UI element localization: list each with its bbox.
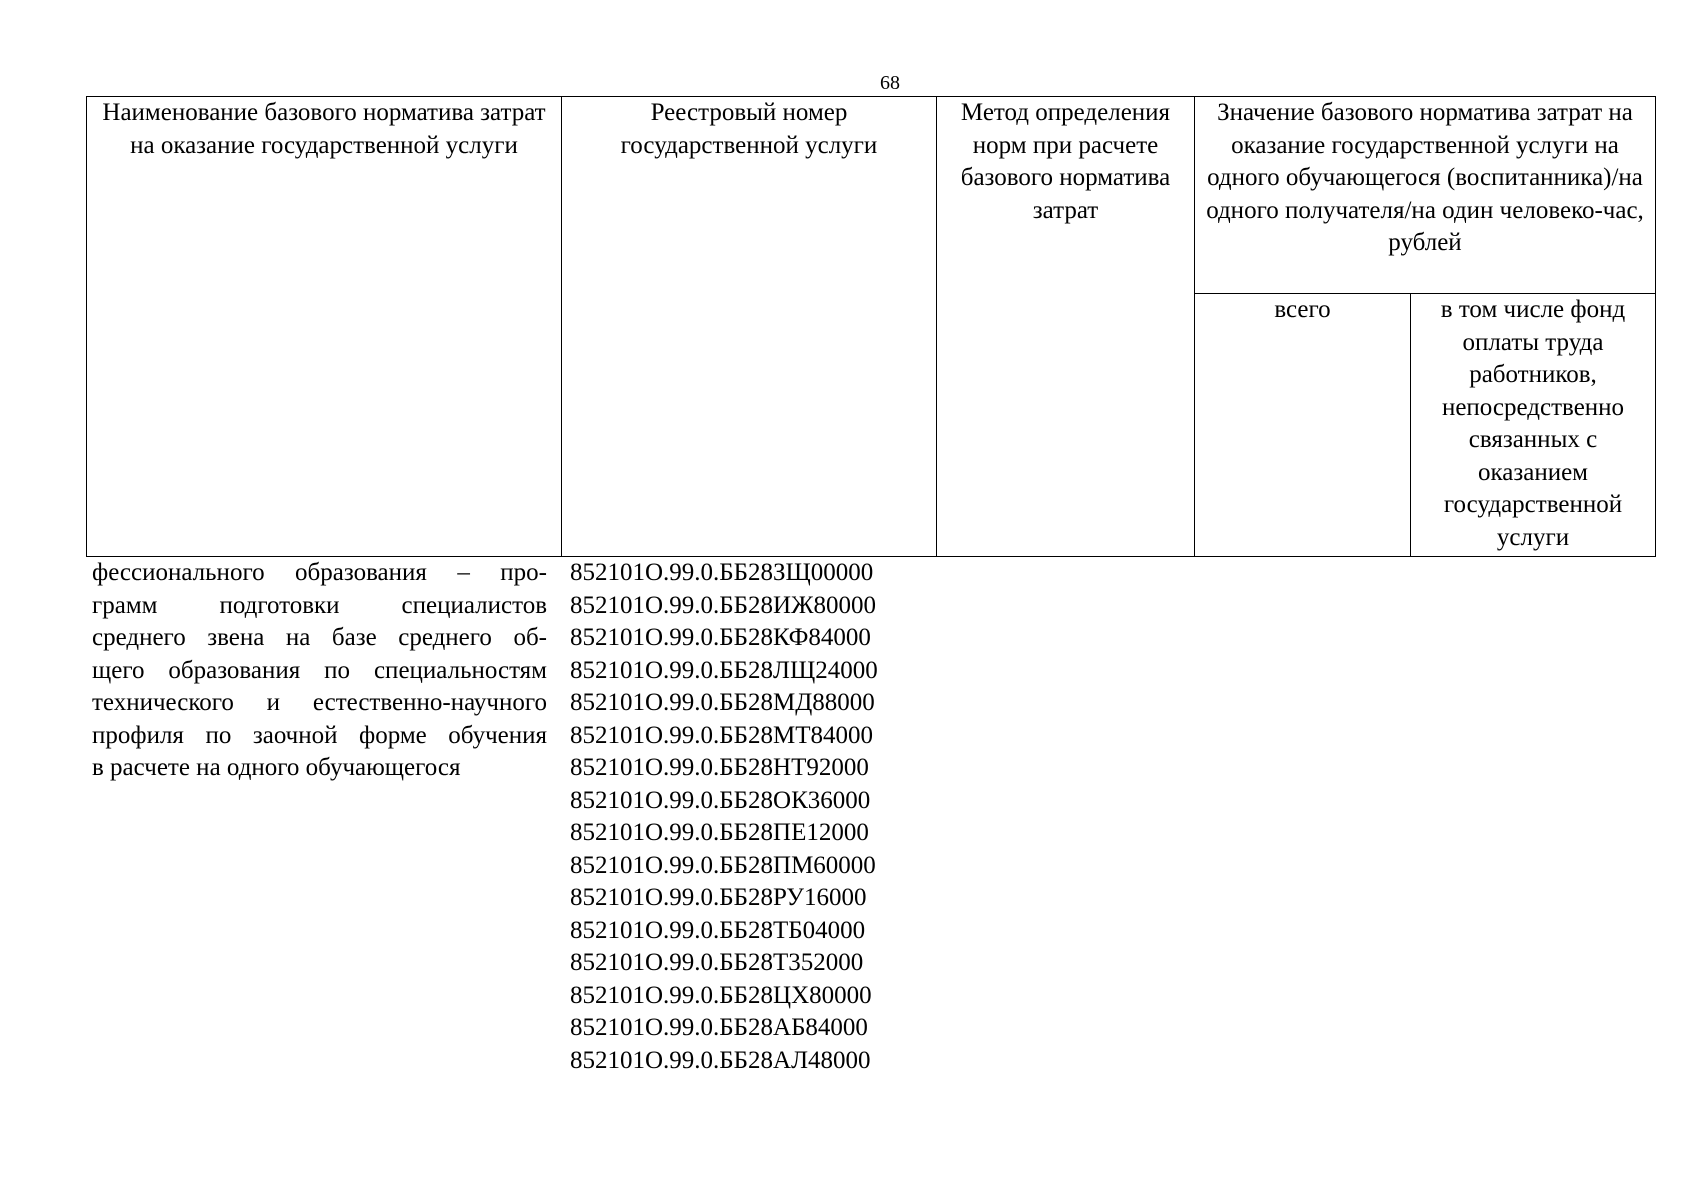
header-registry-cell [562, 97, 937, 557]
registry-code: 852101О.99.0.ББ28АБ84000 [570, 1014, 868, 1041]
registry-code: 852101О.99.0.ББ28ИЖ80000 [570, 591, 876, 619]
header-salary-cell [1411, 294, 1656, 557]
service-name-line: грамм подготовки специалистов [92, 591, 547, 619]
registry-code: 852101О.99.0.ББ28ЗЩ00000 [570, 559, 874, 586]
registry-code: 852101О.99.0.ББ28НТ92000 [570, 754, 869, 781]
registry-code: 852101О.99.0.ББ28ТБ04000 [570, 916, 866, 944]
header-registry-text: Реестровый номер государственной услуги [620, 99, 878, 159]
service-name-line: фессионального образования – про- [92, 559, 547, 586]
service-name [92, 557, 547, 785]
registry-code: 852101О.99.0.ББ28ПЕ12000 [570, 819, 869, 846]
header-method-cell [937, 97, 1195, 557]
service-name-line: среднего звена на базе среднего об- [92, 624, 547, 651]
registry-code: 852101О.99.0.ББ28АЛ48000 [570, 1046, 871, 1074]
registry-code: 852101О.99.0.ББ28МТ84000 [570, 721, 874, 749]
registry-code: 852101О.99.0.ББ28КФ84000 [570, 624, 871, 651]
registry-code: 852101О.99.0.ББ28ОК36000 [570, 786, 871, 814]
registry-code: 852101О.99.0.ББ28ЦХ80000 [570, 981, 872, 1009]
header-table [86, 96, 1656, 557]
service-name-line: щего образования по специальностям [92, 656, 547, 684]
service-name-line: в расчете на одного обучающегося [92, 754, 461, 781]
header-total-cell [1195, 294, 1411, 557]
registry-code: 852101О.99.0.ББ28МД88000 [570, 689, 875, 716]
header-value-cell [1195, 97, 1656, 294]
page-number: 68 [880, 72, 900, 94]
registry-codes [570, 557, 950, 1077]
service-name-line: профиля по заочной форме обучения [92, 721, 547, 749]
header-total-text: всего [1274, 296, 1331, 323]
header-value-text: Значение базового норматива затрат на оказание государственной услуги на одного обучающегося (воспитанника)/на одного получателя/на один человеко-час, рублей [1206, 99, 1644, 256]
header-method-text: Метод определения норм при расчете базового норматива затрат [960, 99, 1171, 224]
registry-code: 852101О.99.0.ББ28ЛЩ24000 [570, 656, 878, 684]
registry-code: 852101О.99.0.ББ28ПМ60000 [570, 851, 876, 879]
header-salary-text: в том числе фонд оплаты труда работников, непосредственно связанных с оказанием государственной услуги [1440, 296, 1626, 551]
service-name-line: технического и естественно-научного [92, 689, 547, 716]
header-name-text: Наименование базового норматива затрат на оказание государственной услуги [102, 99, 546, 159]
registry-code: 852101О.99.0.ББ28Т352000 [570, 949, 864, 976]
header-name-cell [87, 97, 562, 557]
registry-code: 852101О.99.0.ББ28РУ16000 [570, 884, 867, 911]
